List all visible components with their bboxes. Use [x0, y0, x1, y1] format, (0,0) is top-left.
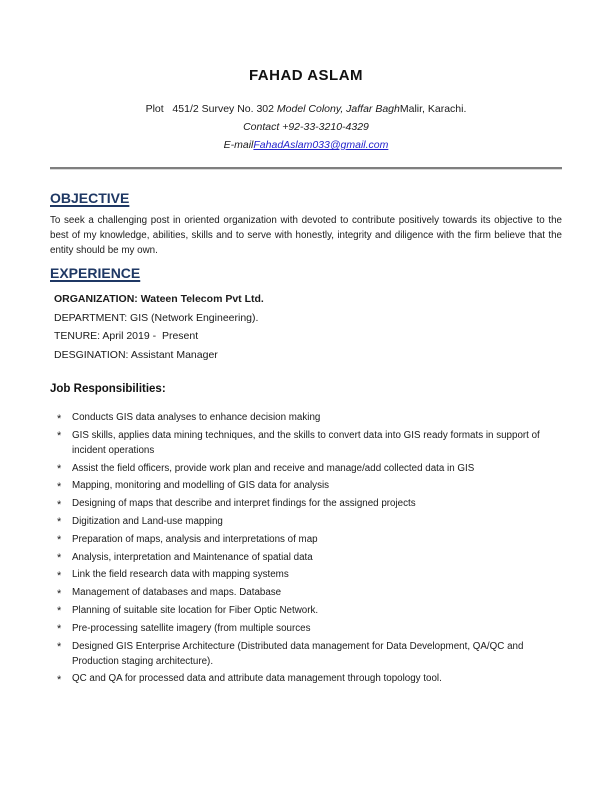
email-line	[50, 136, 562, 154]
responsibility-item: * Link the field research data with mapping systems	[50, 567, 562, 582]
contact-line: Contact +92-33-3210-4329	[243, 121, 369, 133]
section-divider	[50, 167, 562, 170]
objective-heading: OBJECTIVE	[50, 190, 130, 206]
experience-department: DEPARTMENT: GIS (Network Engineering).	[54, 311, 259, 324]
address-part-1: Plot 451/2 Survey No. 302	[145, 103, 277, 115]
responsibilities-list	[50, 410, 562, 686]
responsibility-item: * Pre-processing satellite imagery (from multiple sources	[50, 621, 562, 636]
responsibility-item: * Analysis, interpretation and Maintenance of spatial data	[50, 550, 562, 565]
experience-tenure: TENURE: April 2019 - Present	[54, 330, 199, 342]
responsibility-item: * GIS skills, applies data mining techniques, and the skills to convert data into GIS ready formats in support of incident operations	[50, 428, 562, 458]
responsibility-item: * Preparation of maps, analysis and interpretations of map	[50, 532, 562, 547]
responsibility-item: * Assist the field officers, provide work plan and receive and manage/add collected data in GIS	[50, 461, 562, 476]
contact-block	[50, 100, 562, 154]
address-part-italic: Model Colony, Jaffar Bagh	[276, 103, 400, 115]
responsibility-item: * Designed GIS Enterprise Architecture (Distributed data management for Data Development, QA/QC and Production staging architecture).	[50, 639, 562, 669]
experience-heading: EXPERIENCE	[50, 265, 141, 281]
person-name: FAHAD ASLAM	[248, 67, 364, 84]
responsibility-item: * Mapping, monitoring and modelling of GIS data for analysis	[50, 478, 562, 493]
responsibility-item: * Conducts GIS data analyses to enhance decision making	[50, 410, 562, 425]
experience-block	[50, 290, 562, 364]
experience-designation: DESGINATION: Assistant Manager	[54, 348, 218, 361]
address-part-3: Malir, Karachi.	[399, 103, 467, 115]
responsibility-item: * Planning of suitable site location for Fiber Optic Network.	[50, 603, 562, 618]
responsibilities-heading: Job Responsibilities:	[50, 383, 166, 395]
responsibility-item: * Designing of maps that describe and interpret findings for the assigned projects	[50, 496, 562, 511]
responsibility-item: * Management of databases and maps. Database	[50, 585, 562, 600]
objective-text: To seek a challenging post in oriented organization with devoted to contribute positively towards its objective to the best of my knowledge, abilities, skills and to serve with honestly, integrity and diligence with the firm believe that the entity should be my own.	[50, 215, 562, 256]
experience-organization: ORGANIZATION: Wateen Telecom Pvt Ltd.	[54, 293, 264, 305]
address-line	[50, 100, 562, 118]
responsibility-item: * QC and QA for processed data and attribute data management through topology tool.	[50, 671, 562, 686]
email-label: E-mail	[223, 139, 254, 151]
responsibility-item: * Digitization and Land-use mapping	[50, 514, 562, 529]
email-link[interactable]: FahadAslam033@gmail.com	[253, 139, 389, 151]
